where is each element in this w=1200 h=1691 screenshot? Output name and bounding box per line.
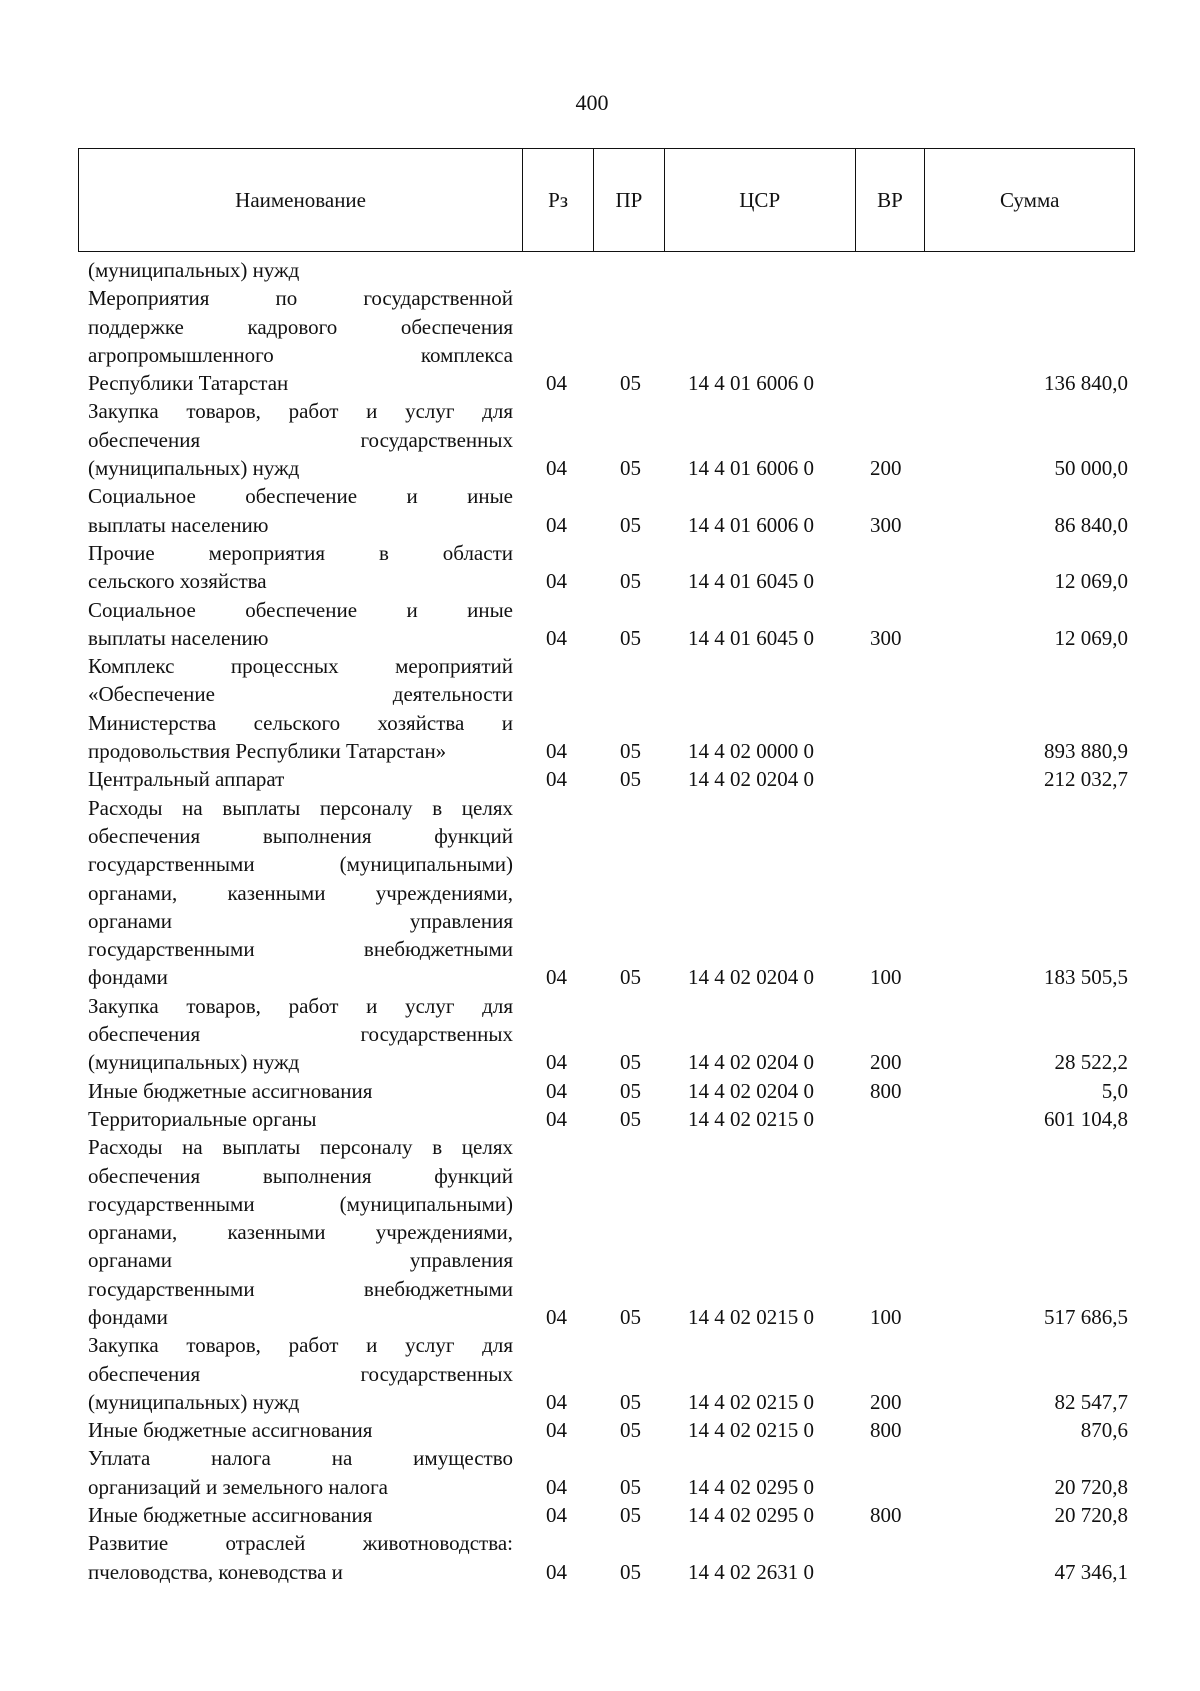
row-csr: 14 4 02 0204 0 xyxy=(688,767,814,792)
table-row xyxy=(88,652,1128,765)
row-sum: 20 720,8 xyxy=(1054,1503,1128,1528)
table-row xyxy=(88,1077,1128,1105)
row-pr: 05 xyxy=(620,1050,641,1075)
row-name-line: обеспечения государственных xyxy=(88,1361,513,1386)
row-vr: 200 xyxy=(870,1389,902,1414)
row-pr: 05 xyxy=(620,625,641,650)
row-name-line: Развитие отраслей животноводства: xyxy=(88,1531,513,1556)
row-vr: 800 xyxy=(870,1078,902,1103)
row-rz: 04 xyxy=(546,739,567,764)
row-pr: 05 xyxy=(620,1418,641,1443)
row-name-line: Прочие мероприятия в области xyxy=(88,540,513,565)
row-name-line: обеспечения выполнения функций xyxy=(88,1163,513,1188)
row-pr: 05 xyxy=(620,1106,641,1131)
row-name-line: сельского хозяйства xyxy=(88,569,267,594)
row-name xyxy=(88,1105,513,1133)
row-csr: 14 4 01 6006 0 xyxy=(688,512,814,537)
table-row xyxy=(88,284,1128,397)
table-row xyxy=(88,1444,1128,1501)
row-pr: 05 xyxy=(620,965,641,990)
row-name-line: Расходы на выплаты персоналу в целях xyxy=(88,795,513,820)
row-name xyxy=(88,765,513,793)
table-row xyxy=(88,256,1128,284)
table-row xyxy=(88,1105,1128,1133)
row-rz: 04 xyxy=(546,1050,567,1075)
row-vr: 300 xyxy=(870,625,902,650)
row-name-line: государственными внебюджетными xyxy=(88,937,513,962)
table-row xyxy=(88,596,1128,653)
row-rz: 04 xyxy=(546,371,567,396)
row-rz: 04 xyxy=(546,1389,567,1414)
row-rz: 04 xyxy=(546,512,567,537)
row-sum: 20 720,8 xyxy=(1054,1474,1128,1499)
row-name xyxy=(88,992,513,1077)
row-name-line: поддержке кадрового обеспечения xyxy=(88,314,513,339)
row-name-line: Комплекс процессных мероприятий xyxy=(88,654,513,679)
row-csr: 14 4 01 6006 0 xyxy=(688,371,814,396)
row-name-line: Иные бюджетные ассигнования xyxy=(88,1078,373,1103)
row-sum: 12 069,0 xyxy=(1054,569,1128,594)
row-name xyxy=(88,652,513,765)
row-rz: 04 xyxy=(546,1559,567,1584)
page-number: 400 xyxy=(575,90,609,115)
row-sum: 28 522,2 xyxy=(1054,1050,1128,1075)
row-name xyxy=(88,1077,513,1105)
row-rz: 04 xyxy=(546,1503,567,1528)
row-sum: 183 505,5 xyxy=(1044,965,1128,990)
row-name-line: органами, казенными учреждениями, xyxy=(88,880,513,905)
row-name-line: государственными внебюджетными xyxy=(88,1276,513,1301)
row-name-line: органами управления xyxy=(88,1248,513,1273)
row-sum: 601 104,8 xyxy=(1044,1106,1128,1131)
row-name-line: организаций и земельного налога xyxy=(88,1474,388,1499)
row-sum: 517 686,5 xyxy=(1044,1304,1128,1329)
row-sum: 82 547,7 xyxy=(1054,1389,1128,1414)
row-csr: 14 4 02 0215 0 xyxy=(688,1389,814,1414)
row-pr: 05 xyxy=(620,767,641,792)
row-vr: 200 xyxy=(870,456,902,481)
table-row xyxy=(88,992,1128,1077)
row-csr: 14 4 02 0000 0 xyxy=(688,739,814,764)
row-name xyxy=(88,1529,513,1586)
row-pr: 05 xyxy=(620,1503,641,1528)
row-name-line: обеспечения выполнения функций xyxy=(88,823,513,848)
row-sum: 5,0 xyxy=(1101,1078,1128,1103)
row-name-line: государственными (муниципальными) xyxy=(88,1191,513,1216)
row-name-line: фондами xyxy=(88,965,168,990)
table-row xyxy=(88,1416,1128,1444)
header-sum: Сумма xyxy=(999,187,1060,212)
table-row xyxy=(88,539,1128,596)
row-name-line: Закупка товаров, работ и услуг для xyxy=(88,1333,513,1358)
row-name xyxy=(88,256,513,284)
row-name-line: Территориальные органы xyxy=(88,1106,317,1131)
row-name xyxy=(88,284,513,397)
row-vr: 100 xyxy=(870,965,902,990)
table-row xyxy=(88,482,1128,539)
row-name-line: обеспечения государственных xyxy=(88,427,513,452)
row-name xyxy=(88,539,513,596)
row-vr: 300 xyxy=(870,512,902,537)
row-rz: 04 xyxy=(546,1418,567,1443)
row-vr: 100 xyxy=(870,1304,902,1329)
row-csr: 14 4 02 2631 0 xyxy=(688,1559,814,1584)
row-name-line: (муниципальных) нужд xyxy=(88,258,300,282)
row-name-line: Социальное обеспечение и иные xyxy=(88,484,513,509)
header-rz: Рз xyxy=(523,149,594,251)
row-name xyxy=(88,397,513,482)
row-csr: 14 4 02 0204 0 xyxy=(688,1050,814,1075)
row-pr: 05 xyxy=(620,569,641,594)
table-body xyxy=(88,256,1128,1586)
row-name-line: Мероприятия по государственной xyxy=(88,286,513,311)
row-name-line: выплаты населению xyxy=(88,625,269,650)
row-rz: 04 xyxy=(546,625,567,650)
table-header xyxy=(78,148,1135,252)
row-pr: 05 xyxy=(620,739,641,764)
row-vr: 200 xyxy=(870,1050,902,1075)
row-csr: 14 4 02 0204 0 xyxy=(688,1078,814,1103)
row-sum: 136 840,0 xyxy=(1044,371,1128,396)
header-csr: ЦСР xyxy=(665,149,856,251)
row-name-line: агропромышленного комплекса xyxy=(88,342,513,367)
row-pr: 05 xyxy=(620,512,641,537)
row-rz: 04 xyxy=(546,965,567,990)
row-vr: 800 xyxy=(870,1418,902,1443)
header-vr: ВР xyxy=(856,149,926,251)
row-name-line: пчеловодства, коневодства и xyxy=(88,1559,343,1584)
row-vr: 800 xyxy=(870,1503,902,1528)
table-row xyxy=(88,1331,1128,1416)
row-csr: 14 4 01 6006 0 xyxy=(688,456,814,481)
row-name-line: обеспечения государственных xyxy=(88,1022,513,1047)
row-name xyxy=(88,1444,513,1501)
row-name-line: (муниципальных) нужд xyxy=(88,1050,300,1075)
table-row xyxy=(88,1133,1128,1331)
row-name-line: Закупка товаров, работ и услуг для xyxy=(88,993,513,1018)
row-name-line: органами, казенными учреждениями, xyxy=(88,1220,513,1245)
table-row xyxy=(88,794,1128,992)
row-name xyxy=(88,1416,513,1444)
header-pr: ПР xyxy=(594,149,665,251)
row-rz: 04 xyxy=(546,569,567,594)
row-csr: 14 4 02 0215 0 xyxy=(688,1418,814,1443)
row-sum: 212 032,7 xyxy=(1044,767,1128,792)
row-rz: 04 xyxy=(546,1078,567,1103)
row-sum: 86 840,0 xyxy=(1054,512,1128,537)
header-name: Наименование xyxy=(79,149,523,251)
row-name-line: Республики Татарстан xyxy=(88,371,289,396)
row-name-line: Иные бюджетные ассигнования xyxy=(88,1503,373,1528)
row-sum: 12 069,0 xyxy=(1054,625,1128,650)
row-csr: 14 4 02 0215 0 xyxy=(688,1304,814,1329)
row-name xyxy=(88,596,513,653)
row-pr: 05 xyxy=(620,1474,641,1499)
row-name-line: «Обеспечение деятельности xyxy=(88,682,513,707)
row-rz: 04 xyxy=(546,1106,567,1131)
table-row xyxy=(88,765,1128,793)
row-csr: 14 4 02 0295 0 xyxy=(688,1503,814,1528)
row-pr: 05 xyxy=(620,1559,641,1584)
table-row xyxy=(88,1529,1128,1586)
row-csr: 14 4 02 0215 0 xyxy=(688,1106,814,1131)
row-name-line: Расходы на выплаты персоналу в целях xyxy=(88,1135,513,1160)
row-pr: 05 xyxy=(620,1389,641,1414)
row-name-line: Центральный аппарат xyxy=(88,767,285,792)
row-rz: 04 xyxy=(546,1474,567,1499)
row-name-line: государственными (муниципальными) xyxy=(88,852,513,877)
row-name-line: Иные бюджетные ассигнования xyxy=(88,1418,373,1443)
row-pr: 05 xyxy=(620,1304,641,1329)
row-name-line: Социальное обеспечение и иные xyxy=(88,597,513,622)
row-name-line: Закупка товаров, работ и услуг для xyxy=(88,399,513,424)
row-name-line: Уплата налога на имущество xyxy=(88,1446,513,1471)
row-pr: 05 xyxy=(620,456,641,481)
row-sum: 47 346,1 xyxy=(1054,1559,1128,1584)
row-name-line: продовольствия Республики Татарстан» xyxy=(88,739,447,764)
row-sum: 893 880,9 xyxy=(1044,739,1128,764)
row-name xyxy=(88,1133,513,1331)
row-name xyxy=(88,794,513,992)
row-pr: 05 xyxy=(620,1078,641,1103)
row-name-line: органами управления xyxy=(88,908,513,933)
row-name-line: (муниципальных) нужд xyxy=(88,1389,300,1414)
row-name-line: Министерства сельского хозяйства и xyxy=(88,710,513,735)
row-csr: 14 4 01 6045 0 xyxy=(688,569,814,594)
row-sum: 870,6 xyxy=(1080,1418,1128,1443)
row-name xyxy=(88,482,513,539)
row-name xyxy=(88,1331,513,1416)
row-name xyxy=(88,1501,513,1529)
row-csr: 14 4 02 0295 0 xyxy=(688,1474,814,1499)
table-row xyxy=(88,1501,1128,1529)
row-name-line: фондами xyxy=(88,1304,168,1329)
row-csr: 14 4 01 6045 0 xyxy=(688,625,814,650)
row-pr: 05 xyxy=(620,371,641,396)
row-rz: 04 xyxy=(546,1304,567,1329)
row-sum: 50 000,0 xyxy=(1054,456,1128,481)
row-csr: 14 4 02 0204 0 xyxy=(688,965,814,990)
row-rz: 04 xyxy=(546,456,567,481)
row-rz: 04 xyxy=(546,767,567,792)
table-row xyxy=(88,397,1128,482)
row-name-line: (муниципальных) нужд xyxy=(88,456,300,481)
row-name-line: выплаты населению xyxy=(88,512,269,537)
